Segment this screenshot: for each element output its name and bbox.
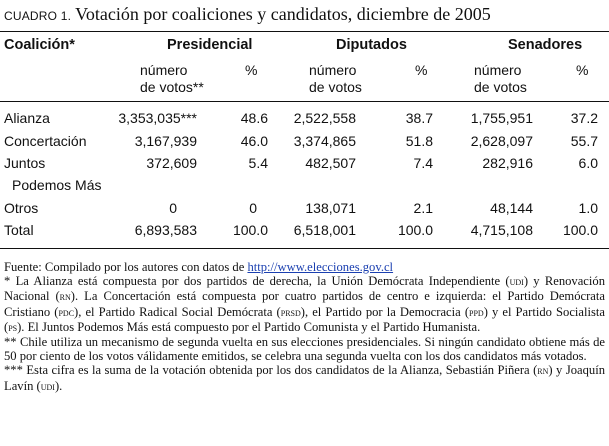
- cell-d-pct: 38.7: [405, 110, 433, 126]
- cell-p-votes: 6,893,583: [134, 222, 197, 238]
- header-senadores: Senadores: [508, 37, 583, 53]
- cell-s-votes: 2,628,097: [470, 133, 533, 149]
- cell-p-votes: 3,353,035***: [118, 110, 197, 126]
- sub-d-pct: %: [415, 62, 428, 78]
- sub-d-line2: de votos: [309, 79, 362, 95]
- footnote-coalitions: [4, 274, 605, 335]
- caption-text: Votación por coaliciones y candidatos, diciembre de 2005: [75, 4, 491, 24]
- row-name-continued: Podemos Más: [12, 177, 102, 193]
- cell-d-pct: 51.8: [405, 133, 433, 149]
- header-rule: [0, 101, 609, 102]
- cell-p-pct: 100.0: [232, 222, 268, 238]
- top-rule: [0, 31, 609, 32]
- abbr-ppd: ppd: [469, 305, 484, 319]
- cell-p-votes: 372,609: [146, 155, 197, 171]
- abbr-rn: rn: [537, 364, 549, 378]
- header-presidencial: Presidencial: [167, 37, 253, 53]
- row-name: Juntos: [4, 155, 46, 171]
- cell-d-votes: 6,518,001: [293, 222, 356, 238]
- header-coalicion: Coalición*: [4, 37, 75, 53]
- source-link[interactable]: http://www.elecciones.gov.cl: [247, 260, 394, 274]
- footnote-text: ) y el Partido Socialista (: [4, 304, 605, 334]
- footnote-alianza-sum: [4, 363, 605, 393]
- abbr-ps: ps: [8, 320, 18, 334]
- cell-d-pct: 100.0: [397, 222, 433, 238]
- footnote-text: ) y Joaquín Lavín (: [4, 363, 605, 393]
- abbr-rn: rn: [59, 290, 71, 304]
- footnote-text: ) y Renovación Nacional (: [4, 274, 605, 304]
- cell-p-pct: 0: [249, 200, 257, 216]
- cell-s-votes: 282,916: [482, 155, 533, 171]
- bottom-rule: [0, 248, 609, 249]
- table-caption: [4, 4, 491, 25]
- cell-s-votes: 1,755,951: [470, 110, 533, 126]
- cell-s-pct: 37.2: [570, 110, 598, 126]
- footnote-text: ), el Partido por la Democracia (: [300, 304, 470, 319]
- cell-s-votes: 48,144: [490, 200, 533, 216]
- abbr-pdc: pdc: [58, 305, 75, 319]
- footnote-text: ).: [54, 378, 63, 393]
- footnote-text: *** Esta cifra es la suma de la votación obtenida por los dos candidatos de la Alianza, Sebastián Piñera (: [4, 363, 538, 378]
- cell-d-votes: 482,507: [305, 155, 356, 171]
- sub-p-line1: número: [140, 62, 188, 78]
- abbr-udi: udi: [40, 379, 55, 393]
- source-note: [4, 260, 605, 274]
- row-name: Otros: [4, 200, 39, 216]
- cell-s-pct: 55.7: [570, 133, 598, 149]
- cell-s-pct: 100.0: [562, 222, 598, 238]
- footnote-text: * La Alianza está compuesta por dos partidos de derecha, la Unión Demócrata Independiente (: [4, 274, 510, 289]
- sub-s-line2: de votos: [474, 79, 527, 95]
- footnote-second-round: ** Chile utiliza un mecanismo de segunda vuelta en sus elecciones presidenciales. Si ningún candidato obtiene más de 50 por ciento de los votos válidamente emitidos, se celebra una segunda vuelta con los dos candidatos más votados.: [4, 335, 605, 364]
- cell-p-pct: 5.4: [248, 155, 268, 171]
- caption-label: CUADRO 1.: [4, 9, 72, 23]
- sub-s-pct: %: [576, 62, 589, 78]
- cell-d-votes: 2,522,558: [293, 110, 356, 126]
- footnote-text: ). El Juntos Podemos Más está compuesto por el Partido Comunista y el Partido Humanista.: [17, 319, 481, 334]
- sub-p-pct: %: [245, 62, 258, 78]
- cell-s-pct: 6.0: [578, 155, 598, 171]
- sub-p-line2: de votos**: [140, 79, 204, 95]
- footnote-text: ), el Partido Radical Social Demócrata (: [74, 304, 281, 319]
- cell-d-votes: 138,071: [305, 200, 356, 216]
- sub-s-line1: número: [474, 62, 522, 78]
- table-notes: [4, 260, 605, 394]
- cell-p-pct: 46.0: [240, 133, 268, 149]
- cell-p-pct: 48.6: [240, 110, 268, 126]
- row-name: Total: [4, 222, 34, 238]
- cell-p-votes: 3,167,939: [134, 133, 197, 149]
- footnote-text: ). La Concertación está compuesta por cuatro partidos de centro e izquierda: el Partido Demócrata Cristiano (: [4, 289, 605, 319]
- source-text: Fuente: Compilado por los autores con datos de: [4, 260, 248, 274]
- cell-d-pct: 7.4: [413, 155, 433, 171]
- header-diputados: Diputados: [336, 37, 407, 53]
- abbr-udi: udi: [509, 275, 524, 289]
- sub-d-line1: número: [309, 62, 357, 78]
- cell-d-pct: 2.1: [413, 200, 433, 216]
- cell-d-votes: 3,374,865: [293, 133, 356, 149]
- row-name: Alianza: [4, 110, 50, 126]
- cell-p-votes: 0: [169, 200, 177, 216]
- row-name: Concertación: [4, 133, 87, 149]
- abbr-prsd: prsd: [280, 305, 301, 319]
- cell-s-pct: 1.0: [578, 200, 598, 216]
- cell-s-votes: 4,715,108: [470, 222, 533, 238]
